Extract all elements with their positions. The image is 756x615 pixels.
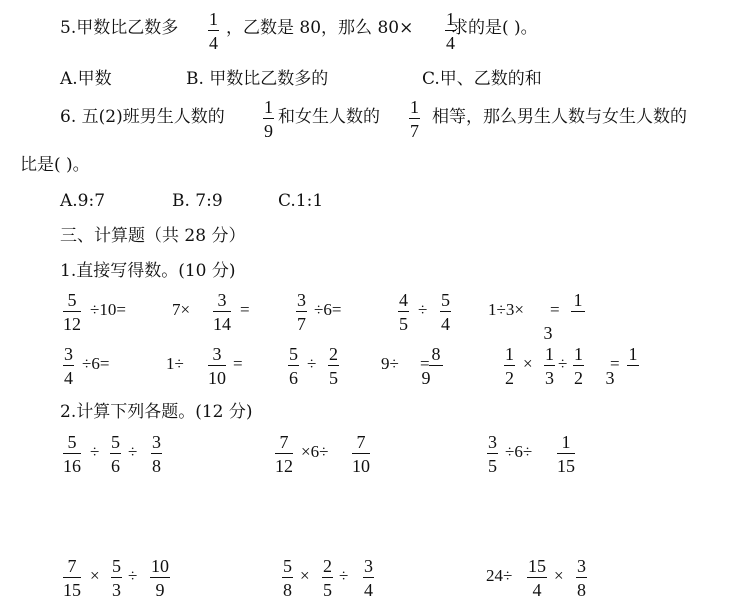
q5-stem-b: ，乙数是 80，那么 80× bbox=[226, 18, 414, 38]
numerator: 3 bbox=[64, 344, 73, 364]
r3-frac-6 bbox=[487, 433, 498, 475]
numerator: 1 bbox=[573, 290, 583, 310]
denominator: 3 bbox=[605, 368, 615, 388]
r2-frac-8 bbox=[573, 345, 584, 387]
numerator: 1 bbox=[446, 9, 455, 29]
r1-frac-2 bbox=[213, 291, 231, 333]
q5-option-c: C.甲、乙数的和 bbox=[422, 69, 542, 89]
q6-option-b: B. 7:9 bbox=[172, 191, 223, 211]
r3-frac-4 bbox=[275, 433, 293, 475]
denominator: 8 bbox=[283, 580, 292, 600]
numerator: 5 bbox=[283, 556, 292, 576]
denominator: 5 bbox=[323, 580, 332, 600]
r4-op-4: ÷ bbox=[339, 566, 349, 585]
denominator: 15 bbox=[557, 456, 575, 476]
numerator: 5 bbox=[111, 432, 120, 452]
r4-frac-6 bbox=[363, 557, 374, 599]
q6-option-c: C.1:1 bbox=[278, 191, 324, 211]
q5-fraction-1 bbox=[208, 10, 219, 52]
denominator: 4 bbox=[64, 368, 73, 388]
r2-frac-3 bbox=[288, 345, 299, 387]
numerator: 1 bbox=[574, 344, 583, 364]
numerator: 1 bbox=[410, 97, 419, 117]
q6-stem-b: 和女生人数的 bbox=[278, 107, 380, 127]
numerator: 1 bbox=[628, 344, 638, 364]
numerator: 3 bbox=[212, 344, 222, 364]
r2-frac-6 bbox=[504, 345, 515, 387]
r1-op-5: ÷ bbox=[418, 300, 428, 319]
numerator: 4 bbox=[399, 290, 408, 310]
r3-op-2: ÷ bbox=[128, 442, 138, 461]
q5-option-a: A.甲数 bbox=[60, 69, 112, 89]
r2-op-1: ÷6= bbox=[82, 354, 110, 373]
denominator: 8 bbox=[152, 456, 161, 476]
denominator: 4 bbox=[209, 33, 218, 53]
r3-op-3: ×6÷ bbox=[301, 442, 329, 461]
denominator: 2 bbox=[574, 368, 583, 388]
r4-frac-4 bbox=[282, 557, 293, 599]
denominator: 14 bbox=[213, 314, 231, 334]
q6-fraction-1 bbox=[263, 98, 274, 140]
denominator: 6 bbox=[111, 456, 120, 476]
numerator: 3 bbox=[297, 290, 306, 310]
r4-frac-1 bbox=[63, 557, 81, 599]
numerator: 7 bbox=[356, 432, 366, 452]
numerator: 15 bbox=[528, 556, 546, 576]
r4-frac-8 bbox=[576, 557, 587, 599]
numerator: 10 bbox=[151, 556, 169, 576]
r2-frac-7 bbox=[544, 345, 555, 387]
denominator: 8 bbox=[577, 580, 586, 600]
numerator: 2 bbox=[323, 556, 332, 576]
r2-frac-9 bbox=[604, 345, 638, 387]
q5-stem-c: 求的是( )。 bbox=[451, 18, 538, 38]
r1-frac-5 bbox=[440, 291, 451, 333]
denominator: 12 bbox=[275, 456, 293, 476]
r2-op-5: 9÷ bbox=[381, 354, 399, 373]
numerator: 5 bbox=[67, 290, 77, 310]
q6-stem-a: 6. 五(2)班男生人数的 bbox=[60, 107, 225, 127]
denominator: 7 bbox=[410, 121, 419, 141]
r4-op-5: 24÷ bbox=[486, 566, 513, 585]
r3-frac-1 bbox=[63, 433, 81, 475]
r3-frac-3 bbox=[151, 433, 162, 475]
r4-op-2: ÷ bbox=[128, 566, 138, 585]
denominator: 3 bbox=[543, 323, 553, 343]
numerator: 7 bbox=[67, 556, 77, 576]
numerator: 1 bbox=[505, 344, 514, 364]
r1-op-2: 7× bbox=[172, 300, 191, 319]
numerator: 3 bbox=[577, 556, 586, 576]
r2-op-6: = bbox=[420, 354, 430, 373]
r4-frac-3 bbox=[150, 557, 170, 599]
denominator: 9 bbox=[155, 580, 165, 600]
numerator: 1 bbox=[545, 344, 554, 364]
r3-frac-5 bbox=[352, 433, 370, 475]
r1-frac-4 bbox=[398, 291, 409, 333]
r1-frac-3 bbox=[296, 291, 307, 333]
q6-fraction-2 bbox=[409, 98, 420, 140]
r4-frac-5 bbox=[322, 557, 333, 599]
numerator: 5 bbox=[289, 344, 298, 364]
numerator: 1 bbox=[264, 97, 273, 117]
part1-title: 1.直接写得数。(10 分) bbox=[60, 261, 236, 281]
r2-op-4: ÷ bbox=[307, 354, 317, 373]
r3-op-1: ÷ bbox=[90, 442, 100, 461]
q5-stem-a: 5.甲数比乙数多 bbox=[60, 18, 179, 38]
part2-title: 2.计算下列各题。(12 分) bbox=[60, 402, 253, 422]
r1-frac-1 bbox=[63, 291, 81, 333]
denominator: 5 bbox=[488, 456, 497, 476]
r4-op-3: × bbox=[300, 566, 310, 585]
r4-frac-7 bbox=[527, 557, 547, 599]
denominator: 6 bbox=[289, 368, 298, 388]
denominator: 16 bbox=[63, 456, 81, 476]
numerator: 2 bbox=[329, 344, 338, 364]
numerator: 5 bbox=[112, 556, 121, 576]
denominator: 4 bbox=[532, 580, 542, 600]
denominator: 4 bbox=[446, 33, 455, 53]
denominator: 3 bbox=[545, 368, 554, 388]
numerator: 1 bbox=[209, 9, 218, 29]
r2-op-9: = bbox=[610, 354, 620, 373]
r2-op-8: ÷ bbox=[558, 354, 568, 373]
numerator: 3 bbox=[152, 432, 161, 452]
q6-option-a: A.9:7 bbox=[60, 191, 106, 211]
numerator: 8 bbox=[431, 344, 441, 364]
r2-frac-2 bbox=[208, 345, 226, 387]
q6-stem-d: 比是( )。 bbox=[20, 155, 90, 175]
denominator: 10 bbox=[352, 456, 370, 476]
numerator: 3 bbox=[217, 290, 227, 310]
r1-op-3: = bbox=[240, 300, 250, 319]
q6-stem-c: 相等，那么男生人数与女生人数的 bbox=[432, 107, 687, 127]
r4-op-1: × bbox=[90, 566, 100, 585]
r2-frac-1 bbox=[63, 345, 74, 387]
denominator: 5 bbox=[399, 314, 408, 334]
numerator: 5 bbox=[441, 290, 450, 310]
numerator: 3 bbox=[488, 432, 497, 452]
numerator: 1 bbox=[561, 432, 571, 452]
r1-op-7: = bbox=[550, 300, 560, 319]
r1-op-4: ÷6= bbox=[314, 300, 342, 319]
section-title: 三、计算题（共 28 分） bbox=[60, 226, 246, 246]
denominator: 3 bbox=[112, 580, 121, 600]
denominator: 10 bbox=[208, 368, 226, 388]
denominator: 15 bbox=[63, 580, 81, 600]
q5-option-b: B. 甲数比乙数多的 bbox=[186, 69, 329, 89]
denominator: 12 bbox=[63, 314, 81, 334]
r3-frac-2 bbox=[110, 433, 121, 475]
r4-op-6: × bbox=[554, 566, 564, 585]
denominator: 4 bbox=[364, 580, 373, 600]
r3-op-4: ÷6÷ bbox=[505, 442, 533, 461]
r2-frac-5 bbox=[411, 345, 441, 387]
r1-op-1: ÷10= bbox=[90, 300, 126, 319]
r2-frac-4 bbox=[328, 345, 339, 387]
denominator: 2 bbox=[505, 368, 514, 388]
denominator: 5 bbox=[329, 368, 338, 388]
denominator: 7 bbox=[297, 314, 306, 334]
r3-frac-7 bbox=[557, 433, 575, 475]
r2-op-2: 1÷ bbox=[166, 354, 184, 373]
r1-frac-6 bbox=[543, 291, 583, 342]
r1-op-6: 1÷3× bbox=[488, 300, 524, 319]
r4-frac-2 bbox=[111, 557, 122, 599]
denominator: 9 bbox=[264, 121, 273, 141]
denominator: 4 bbox=[441, 314, 450, 334]
r2-op-3: = bbox=[233, 354, 243, 373]
denominator: 9 bbox=[421, 368, 431, 388]
r2-op-7: × bbox=[523, 354, 533, 373]
numerator: 7 bbox=[279, 432, 289, 452]
numerator: 3 bbox=[364, 556, 373, 576]
numerator: 5 bbox=[67, 432, 77, 452]
